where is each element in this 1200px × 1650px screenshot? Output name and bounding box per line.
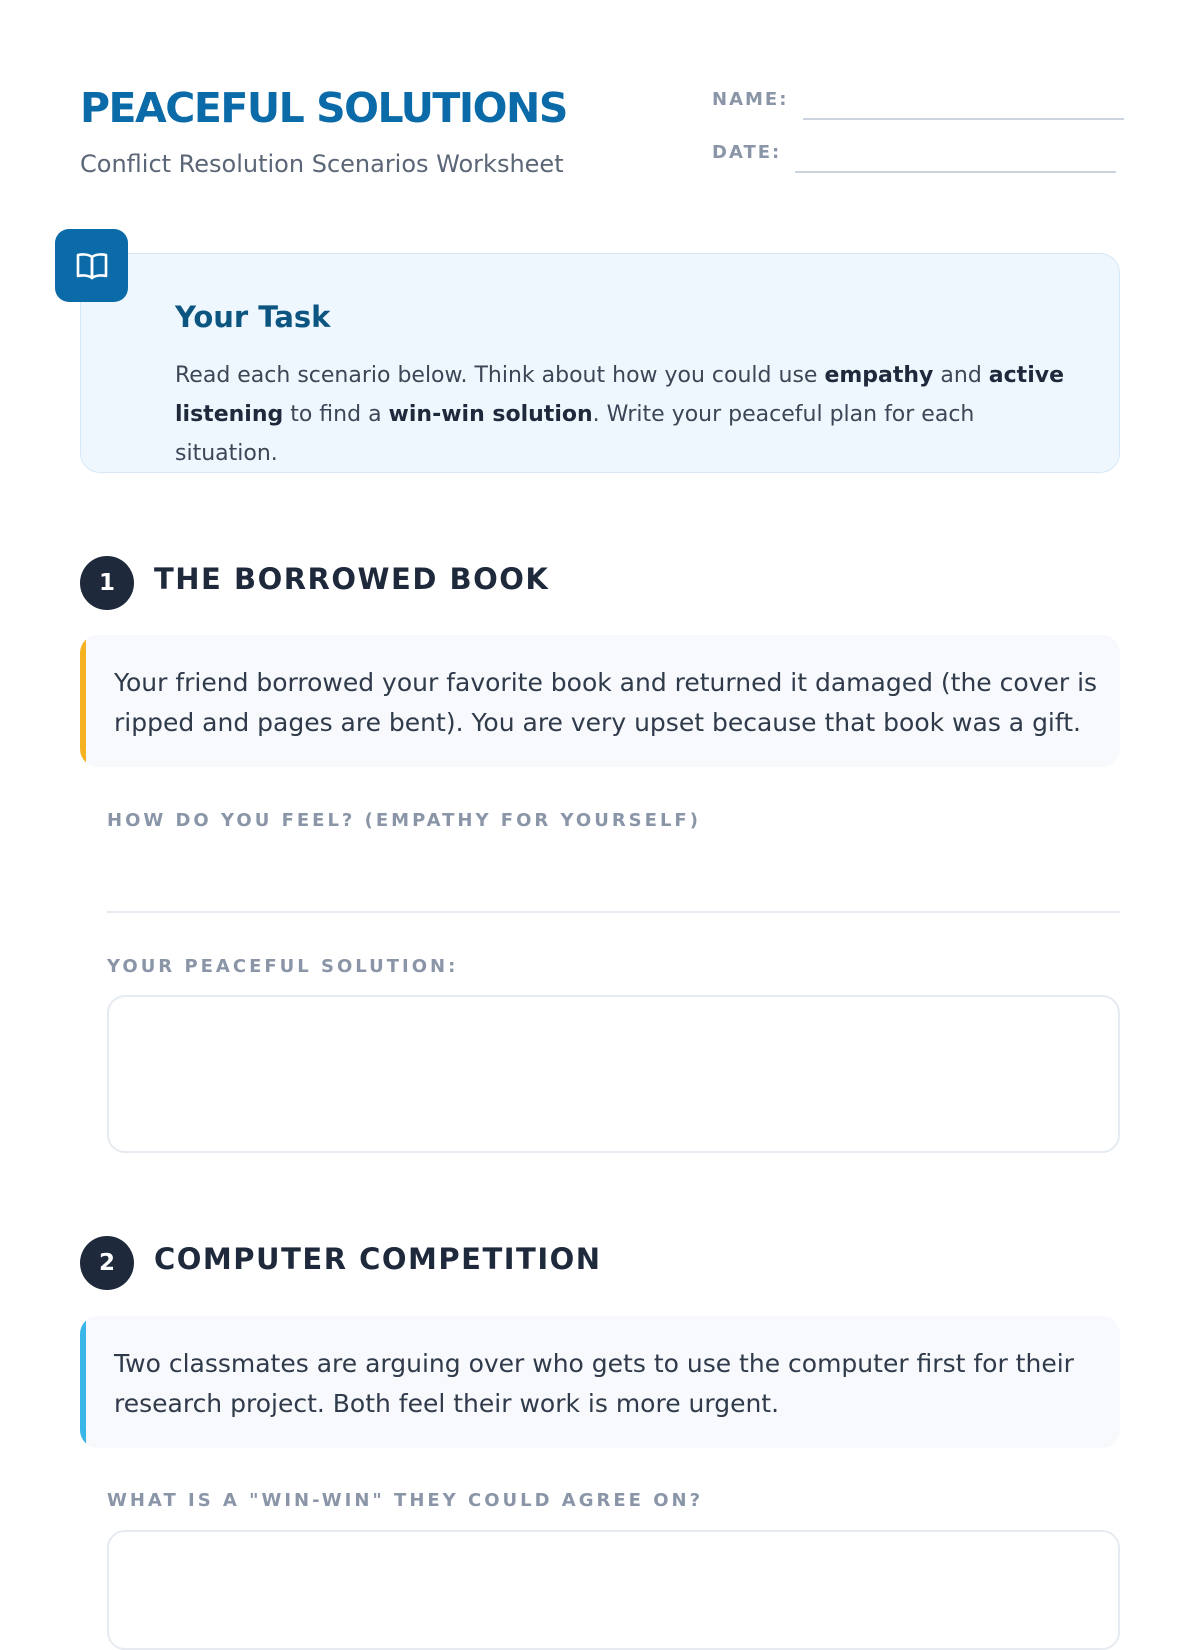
- page-subtitle: Conflict Resolution Scenarios Worksheet: [80, 150, 564, 178]
- solution-answer-box[interactable]: [107, 995, 1120, 1153]
- name-field-line[interactable]: [803, 118, 1124, 120]
- task-text-bold: active listening: [175, 363, 1065, 427]
- task-instructions: [175, 356, 1075, 473]
- win-win-answer-box[interactable]: [107, 1530, 1120, 1650]
- task-heading: Your Task: [175, 300, 331, 334]
- scenario-number-badge: 1: [80, 556, 134, 610]
- task-text-bold: empathy: [824, 363, 934, 388]
- open-book-icon-svg: [75, 251, 109, 281]
- task-text-part: to find a: [283, 402, 389, 427]
- task-text-bold: win-win solution: [388, 402, 593, 427]
- scenario-accent-bar: [80, 635, 86, 767]
- prompt-label: WHAT IS A "WIN-WIN" THEY COULD AGREE ON?: [107, 1490, 704, 1511]
- prompt-label: YOUR PEACEFUL SOLUTION:: [107, 956, 459, 977]
- date-label: DATE:: [712, 142, 782, 163]
- prompt-label: HOW DO YOU FEEL? (EMPATHY FOR YOURSELF): [107, 810, 701, 831]
- scenario-description-box: [80, 1316, 1120, 1448]
- scenario-description-box: [80, 635, 1120, 767]
- scenario-text: Two classmates are arguing over who gets to use the computer first for their research project. Both feel their work is more urgent.: [114, 1349, 1074, 1418]
- task-text-part: and: [933, 363, 989, 388]
- answer-line[interactable]: [107, 911, 1120, 913]
- task-text-part: Read each scenario below. Think about how you could use: [175, 363, 825, 388]
- scenario-text: Your friend borrowed your favorite book and returned it damaged (the cover is ripped and pages are bent). You are very upset because that book was a gift.: [114, 668, 1098, 737]
- page-title: PEACEFUL SOLUTIONS: [80, 84, 567, 132]
- scenario-number-badge: 2: [80, 1236, 134, 1290]
- scenario-accent-bar: [80, 1316, 86, 1448]
- open-book-icon: [55, 229, 128, 302]
- scenario-title: COMPUTER COMPETITION: [154, 1242, 602, 1276]
- task-text-part: . Write your peaceful plan for each situation.: [175, 402, 975, 466]
- scenario-title: THE BORROWED BOOK: [154, 562, 550, 596]
- date-field-line[interactable]: [795, 171, 1116, 173]
- name-label: NAME:: [712, 89, 789, 110]
